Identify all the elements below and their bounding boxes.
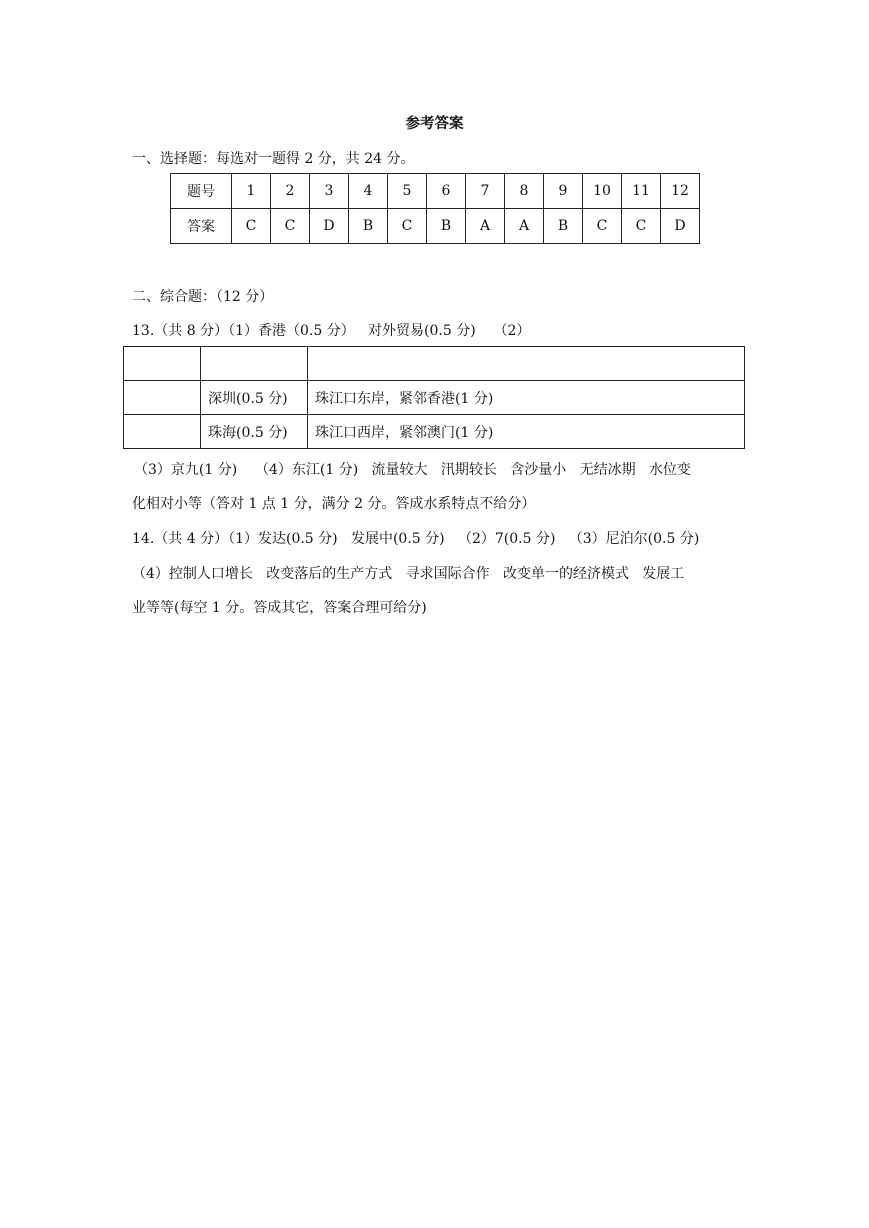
- page-title: 参考答案: [405, 115, 464, 132]
- row-label-answer: 答案: [171, 209, 232, 244]
- question-number: 2: [271, 174, 310, 209]
- q13-line1: 13.（共 8 分）（1）香港（0.5 分） 对外贸易(0.5 分) （2）: [132, 323, 531, 339]
- q14-line1: 14.（共 4 分）（1）发达(0.5 分) 发展中(0.5 分) （2）7(0.5 分) （3）尼泊尔(0.5 分): [132, 531, 700, 547]
- table-row: [171, 209, 700, 244]
- answer-table: [170, 173, 700, 244]
- table-cell: [308, 347, 745, 381]
- question-number: 5: [388, 174, 427, 209]
- table-cell: [124, 347, 201, 381]
- question-number: 7: [466, 174, 505, 209]
- city-cell: 珠海(0.5 分): [201, 415, 308, 449]
- q13-line3: 化相对小等（答对 1 点 1 分，满分 2 分。答成水系特点不给分）: [132, 496, 536, 512]
- answer-cell: D: [310, 209, 349, 244]
- location-cell: 珠江口西岸，紧邻澳门(1 分): [308, 415, 745, 449]
- question-number: 11: [622, 174, 661, 209]
- answer-cell: C: [232, 209, 271, 244]
- answer-cell: D: [661, 209, 700, 244]
- question-number: 4: [349, 174, 388, 209]
- answer-cell: A: [505, 209, 544, 244]
- question-number: 12: [661, 174, 700, 209]
- answer-cell: C: [388, 209, 427, 244]
- table-row: [124, 381, 745, 415]
- question-number: 1: [232, 174, 271, 209]
- table-cell: [201, 347, 308, 381]
- row-label-number: 题号: [171, 174, 232, 209]
- section1-heading: 一、选择题：每选对一题得 2 分，共 24 分。: [132, 151, 415, 167]
- q13-line2: （3）京九(1 分) （4）东江(1 分) 流量较大 汛期较长 含沙量小 无结冰期 水位变: [134, 462, 691, 478]
- question-number: 6: [427, 174, 466, 209]
- q13-table: [123, 346, 745, 449]
- location-cell: 珠江口东岸，紧邻香港(1 分): [308, 381, 745, 415]
- answer-cell: C: [271, 209, 310, 244]
- answer-cell: C: [583, 209, 622, 244]
- question-number: 9: [544, 174, 583, 209]
- answer-cell: B: [427, 209, 466, 244]
- answer-cell: B: [349, 209, 388, 244]
- q14-line2: （4）控制人口增长 改变落后的生产方式 寻求国际合作 改变单一的经济模式 发展工: [132, 566, 685, 582]
- answer-cell: A: [466, 209, 505, 244]
- table-row: [171, 174, 700, 209]
- question-number: 10: [583, 174, 622, 209]
- table-row: [124, 347, 745, 381]
- question-number: 8: [505, 174, 544, 209]
- table-cell: [124, 381, 201, 415]
- table-row: [124, 415, 745, 449]
- q14-line3: 业等等(每空 1 分。答成其它，答案合理可给分): [132, 600, 427, 616]
- answer-cell: B: [544, 209, 583, 244]
- section2-heading: 二、综合题：（12 分）: [132, 289, 274, 305]
- answer-cell: C: [622, 209, 661, 244]
- table-cell: [124, 415, 201, 449]
- question-number: 3: [310, 174, 349, 209]
- city-cell: 深圳(0.5 分): [201, 381, 308, 415]
